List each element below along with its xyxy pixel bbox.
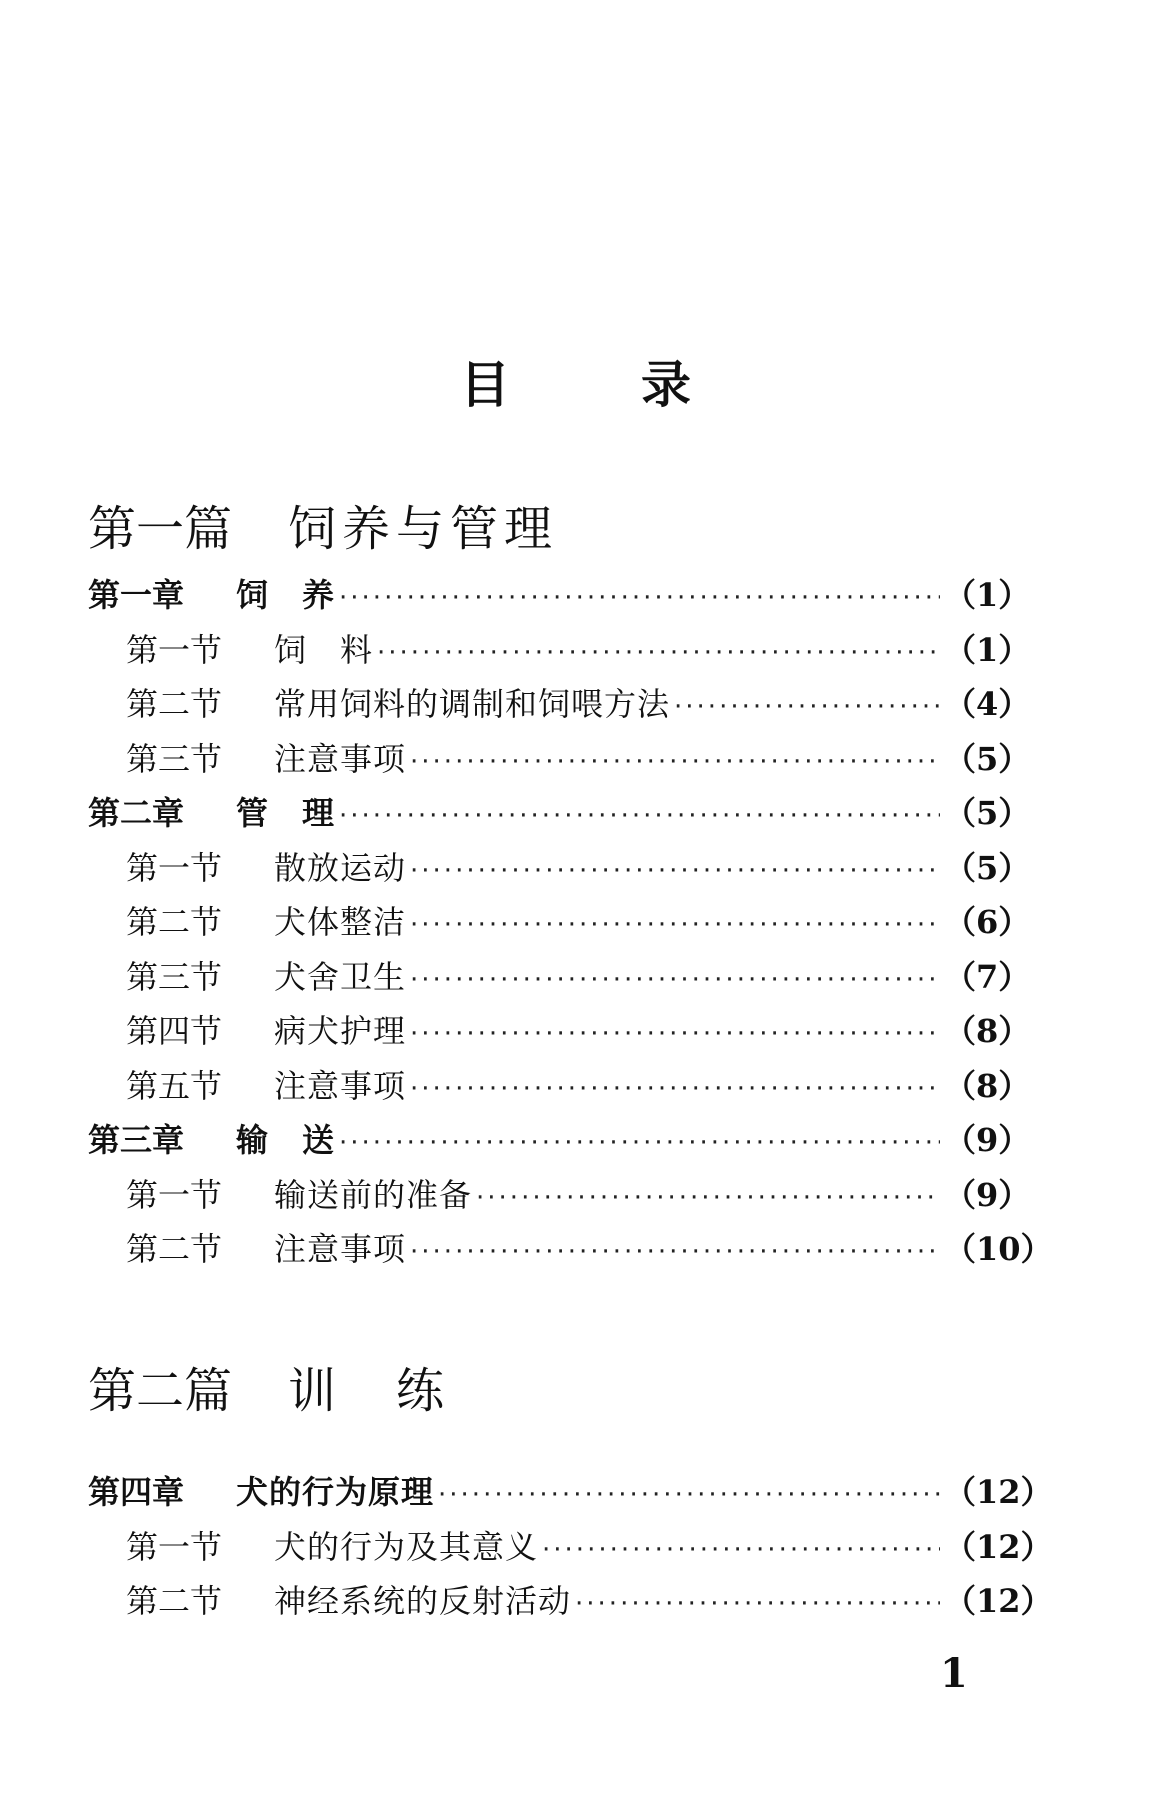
- toc-section-entry[interactable]: [88, 841, 1031, 896]
- entry-label: 散放运动: [274, 848, 407, 887]
- entry-label: 神经系统的反射活动: [274, 1582, 572, 1620]
- dot-leader: [410, 898, 940, 953]
- entry-number: 第二节: [126, 685, 223, 723]
- entry-page: （12）: [944, 1527, 1053, 1566]
- dot-leader: [674, 680, 940, 735]
- entry-number: 第一节: [126, 630, 223, 669]
- entry-number: 第五节: [126, 1066, 223, 1105]
- entry-number: 第四章: [88, 1473, 185, 1511]
- entry-label: 常用饲料的调制和饲喂方法: [274, 685, 671, 723]
- entry-page: （7）: [944, 957, 1031, 996]
- entry-label: 病犬护理: [274, 1012, 407, 1050]
- entry-page: （12）: [944, 1582, 1053, 1620]
- toc-chapter-entry[interactable]: [88, 1113, 1031, 1168]
- page-number: 1: [940, 1650, 968, 1697]
- dot-leader: [410, 844, 940, 899]
- dot-leader: [339, 1116, 940, 1171]
- entry-number: 第三章: [88, 1121, 185, 1159]
- dot-leader: [575, 1577, 940, 1632]
- dot-leader: [410, 953, 940, 1008]
- entry-page: （8）: [944, 1012, 1031, 1050]
- entry-label: 饲 养: [236, 576, 336, 614]
- entry-label: 管 理: [236, 794, 336, 832]
- dot-leader: [339, 789, 940, 844]
- toc-chapter-entry[interactable]: [88, 568, 1031, 623]
- toc-section-entry[interactable]: [88, 895, 1031, 950]
- dot-leader: [410, 1062, 940, 1117]
- toc-section-entry[interactable]: [88, 623, 1031, 678]
- entry-page: （12）: [944, 1473, 1053, 1511]
- entry-page: （5）: [944, 848, 1031, 887]
- entry-label: 犬体整洁: [274, 903, 407, 941]
- toc-chapter-entry[interactable]: [88, 1465, 1053, 1520]
- entry-label: 犬的行为原理: [236, 1473, 435, 1511]
- entry-label: 犬的行为及其意义: [274, 1527, 539, 1566]
- toc-list-part-2: [88, 1465, 1053, 1629]
- entry-label: 犬舍卫生: [274, 957, 407, 996]
- toc-section-entry[interactable]: [88, 732, 1031, 787]
- entry-page: （1）: [944, 630, 1031, 669]
- dot-leader: [377, 626, 940, 681]
- entry-number: 第二节: [126, 1582, 223, 1620]
- entry-number: 第一节: [126, 1175, 223, 1214]
- toc-section-entry[interactable]: [88, 677, 1031, 732]
- entry-label: 注意事项: [274, 1230, 407, 1268]
- toc-section-entry[interactable]: [88, 1059, 1031, 1114]
- entry-label: 饲 料: [274, 630, 374, 669]
- entry-page: （1）: [944, 576, 1031, 614]
- toc-section-entry[interactable]: [88, 1168, 1031, 1223]
- entry-number: 第一节: [126, 848, 223, 887]
- dot-leader: [410, 735, 940, 790]
- entry-number: 第三节: [126, 957, 223, 996]
- title-char-2: 录: [641, 355, 692, 414]
- page-title: [0, 345, 1152, 417]
- part-name: 饲养与管理: [288, 501, 559, 557]
- entry-label: 注意事项: [274, 739, 407, 778]
- dot-leader: [339, 571, 940, 626]
- toc-section-entry[interactable]: [88, 1574, 1053, 1629]
- entry-page: （5）: [944, 739, 1031, 778]
- toc-chapter-entry[interactable]: [88, 786, 1031, 841]
- part-number: 第一篇: [88, 501, 233, 557]
- toc-section-entry[interactable]: [88, 950, 1031, 1005]
- title-char-1: 目: [460, 355, 511, 414]
- toc-list-part-1: [88, 568, 1053, 1277]
- dot-leader: [438, 1468, 940, 1523]
- entry-number: 第一节: [126, 1527, 223, 1566]
- entry-number: 第二节: [126, 1230, 223, 1268]
- entry-page: （9）: [944, 1175, 1031, 1214]
- entry-page: （10）: [944, 1230, 1053, 1268]
- part-heading-1: [88, 490, 888, 559]
- dot-leader: [476, 1171, 940, 1226]
- toc-section-entry[interactable]: [88, 1004, 1031, 1059]
- part-heading-2: [88, 1352, 888, 1421]
- entry-page: （5）: [944, 794, 1031, 832]
- entry-label: 输 送: [236, 1121, 336, 1159]
- entry-number: 第三节: [126, 739, 223, 778]
- entry-label: 输送前的准备: [274, 1175, 473, 1214]
- entry-page: （6）: [944, 903, 1031, 941]
- part-number: 第二篇: [88, 1363, 233, 1419]
- dot-leader: [542, 1523, 940, 1578]
- entry-label: 注意事项: [274, 1066, 407, 1105]
- dot-leader: [410, 1225, 940, 1280]
- entry-page: （9）: [944, 1121, 1031, 1159]
- entry-number: 第一章: [88, 576, 185, 614]
- entry-number: 第四节: [126, 1012, 223, 1050]
- entry-page: （8）: [944, 1066, 1031, 1105]
- toc-section-entry[interactable]: [88, 1222, 1053, 1277]
- entry-page: （4）: [944, 685, 1031, 723]
- part-name: 训 练: [288, 1363, 451, 1419]
- entry-number: 第二节: [126, 903, 223, 941]
- toc-section-entry[interactable]: [88, 1520, 1053, 1575]
- dot-leader: [410, 1007, 940, 1062]
- entry-number: 第二章: [88, 794, 185, 832]
